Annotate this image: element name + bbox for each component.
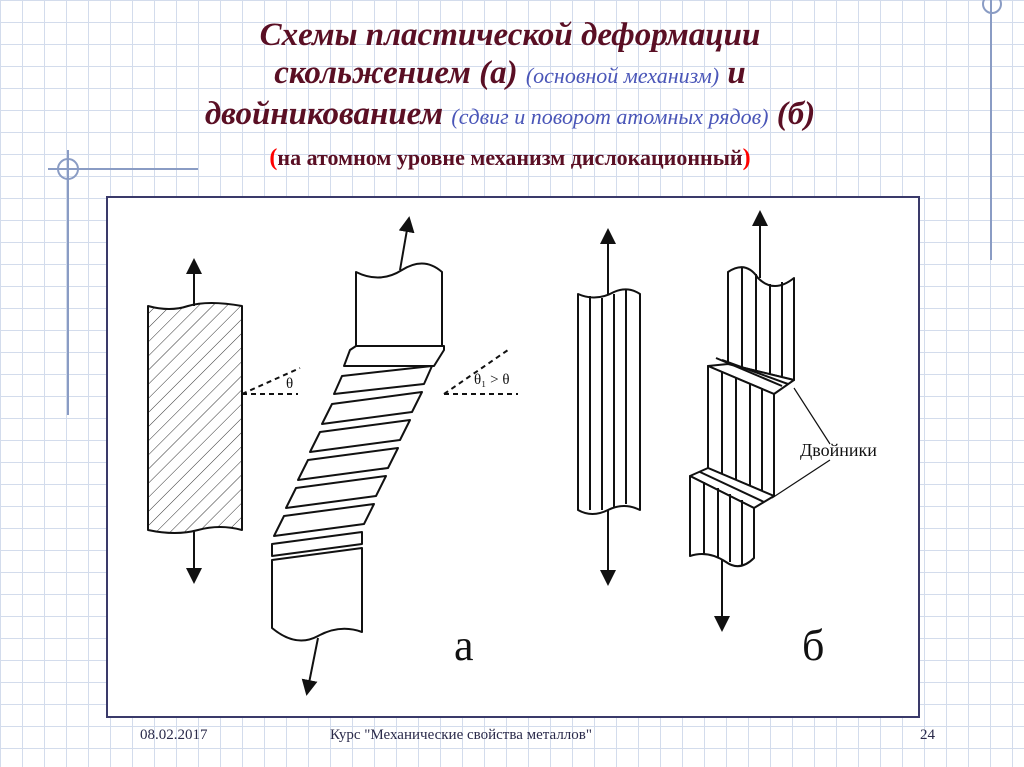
footer-date: 08.02.2017 <box>140 727 208 743</box>
label-b: б <box>802 621 825 670</box>
theta1-label: θ₁ > θ <box>474 372 510 388</box>
title-line-4-text: на атомном уровне механизм дислокационный <box>277 145 743 170</box>
title-line-4 <box>40 136 980 177</box>
title-line-3 <box>40 95 980 136</box>
title-line-1: Схемы пластической деформации <box>259 17 761 53</box>
footer-page-number: 24 <box>920 727 935 743</box>
title-line-3-main: двойникованием <box>204 96 452 132</box>
deformation-schemes-svg <box>108 198 918 716</box>
deformation-diagram <box>106 196 920 718</box>
specimen-before-twinning <box>578 236 640 578</box>
specimen-slip-steps <box>272 224 518 688</box>
title-line-2 <box>40 54 980 95</box>
title-line-3-end: (б) <box>768 96 816 132</box>
slide-title <box>40 16 980 177</box>
footer-course: Курс "Механические свойства металлов" <box>330 727 593 743</box>
decorative-corner-line <box>990 0 992 260</box>
title-line-2-end: и <box>719 55 746 91</box>
decorative-vertical-line <box>67 150 69 415</box>
theta-label: θ <box>286 376 294 392</box>
title-line-3-sub: (сдвиг и поворот атомных рядов) <box>451 104 769 129</box>
specimen-twinned <box>690 218 830 624</box>
decorative-corner-circle <box>982 0 1002 14</box>
title-line-2-sub: (основной механизм) <box>525 63 720 88</box>
title-line-4-open: ( <box>269 145 278 171</box>
title-line-2-main: скольжением (а) <box>274 55 526 91</box>
label-a: а <box>454 621 474 670</box>
twins-label: Двойники <box>800 440 877 460</box>
title-line-4-close: ) <box>742 145 751 171</box>
